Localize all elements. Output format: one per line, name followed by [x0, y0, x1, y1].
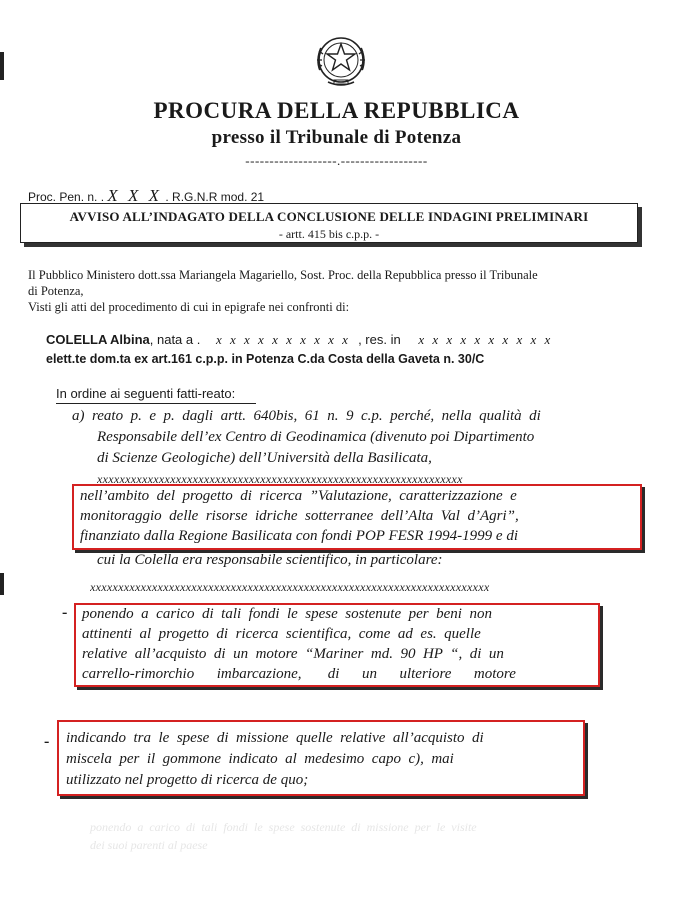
case-reference-prefix: Proc. Pen. n. .: [28, 190, 105, 204]
bullet-dash: -: [62, 604, 68, 621]
court-subtitle: presso il Tribunale di Potenza: [211, 127, 462, 148]
italian-republic-emblem-icon: [312, 30, 370, 90]
project-line: finanziato dalla Regione Basilicata con fondi POP FESR 1994-1999 e di: [80, 528, 519, 544]
expense-line: carrello-rimorchio imbarcazione, di un ulteriore motore: [82, 666, 516, 682]
suspect-domicile: elett.te dom.ta ex art.161 c.p.p. in Potenza C.da Costa della Gaveta n. 30/C: [46, 352, 485, 366]
scan-edge-mark: [0, 573, 4, 595]
mission-line: miscela per il gommone indicato al medesimo capo c), mai: [66, 751, 454, 767]
expense-line: ponendo a carico di tali fondi le spese sostenute per beni non: [82, 606, 492, 622]
expense-line: attinenti al progetto di ricerca scientifica, come ad es. quelle: [82, 626, 481, 642]
expense-line: relative all’acquisto di un motore “Mariner md. 90 HP “, di un: [82, 646, 504, 662]
residence-label: , res. in: [358, 332, 401, 347]
case-reference-suffix: . R.G.N.R mod. 21: [165, 190, 265, 204]
fact-a-line: di Scienze Geologiche) dell’Università della Basilicata,: [97, 450, 432, 466]
fact-a-line: Responsabile dell’ex Centro di Geodinamica (divenuto poi Dipartimento: [97, 429, 535, 445]
notice-articles: - artt. 415 bis c.p.p. -: [278, 227, 380, 241]
suspect-name: COLELLA Albina: [46, 332, 150, 347]
faded-line: ponendo a carico di tali fondi le spese sostenute di missione per le visite: [90, 820, 477, 834]
project-line: nell’ambito del progetto di ricerca ”Valutazione, caratterizzazione e: [80, 488, 517, 504]
project-line: monitoraggio delle risorse idriche sotterranee dell’Alta Val d’Agri”,: [80, 508, 519, 524]
case-number-redacted: X X X: [107, 186, 163, 205]
scan-edge-mark: [0, 52, 4, 80]
redacted-row: xxxxxxxxxxxxxxxxxxxxxxxxxxxxxxxxxxxxxxxxxxxxxxxxxxxxxxxxxxxxxxxxxxxxxxx: [90, 580, 490, 594]
responsible-line: cui la Colella era responsabile scientifico, in particolare:: [97, 552, 443, 568]
fact-a-line: a) reato p. e p. dagli artt. 640bis, 61 n. 9 c.p. perché, nella qualità di: [72, 408, 541, 424]
bullet-dash: -: [44, 733, 50, 750]
faded-line: dei suoi parenti al paese: [90, 838, 208, 852]
born-redacted: x x x x x x x x x x: [215, 332, 351, 347]
born-label: , nata a .: [149, 332, 201, 347]
facts-heading-underline: [56, 403, 256, 404]
residence-redacted: x x x x x x x x x x: [418, 332, 553, 347]
notice-title: AVVISO ALL’INDAGATO DELLA CONCLUSIONE DELLE INDAGINI PRELIMINARI: [69, 209, 589, 224]
header-separator: -------------------.------------------: [245, 153, 428, 168]
intro-line: di Potenza,: [28, 284, 84, 298]
notice-box: [20, 203, 638, 243]
intro-line: Il Pubblico Ministero dott.ssa Mariangela Magariello, Sost. Proc. della Repubblica presso il Tribunale: [28, 268, 538, 282]
intro-line: Visti gli atti del procedimento di cui in epigrafe nei confronti di:: [28, 300, 350, 314]
suspect-line: [46, 332, 553, 348]
mission-line: utilizzato nel progetto di ricerca de quo;: [66, 772, 309, 788]
facts-heading: In ordine ai seguenti fatti-reato:: [56, 386, 236, 401]
office-title: PROCURA DELLA REPUBBLICA: [153, 98, 520, 123]
mission-line: indicando tra le spese di missione quelle relative all’acquisto di: [66, 730, 484, 746]
redacted-row: xxxxxxxxxxxxxxxxxxxxxxxxxxxxxxxxxxxxxxxxxxxxxxxxxxxxxxxxxxxxxxxxx: [97, 472, 463, 486]
